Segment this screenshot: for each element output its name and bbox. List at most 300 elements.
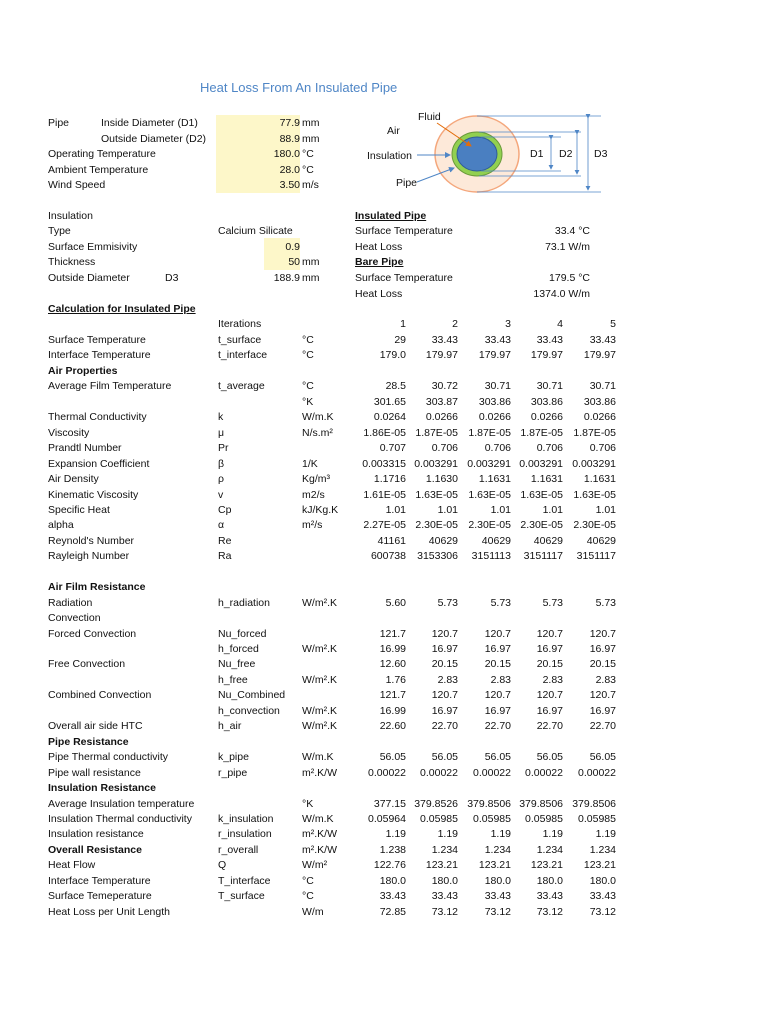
calc-cell: 120.7 bbox=[431, 627, 458, 640]
outside-diameter-label: Outside Diameter bbox=[48, 272, 130, 284]
calc-cell: 0.0266 bbox=[478, 411, 511, 424]
calc-row-symbol: t_average bbox=[218, 380, 265, 393]
calc-row-symbol: Re bbox=[218, 534, 232, 547]
calc-cell: 20.15 bbox=[536, 658, 563, 671]
calc-cell: 29 bbox=[394, 334, 406, 346]
calc-cell: 73.12 bbox=[484, 905, 511, 918]
calc-cell: 0.05964 bbox=[368, 812, 406, 825]
calc-row-label: Thermal Conductivity bbox=[48, 411, 147, 424]
calc-heading: Calculation for Insulated Pipe bbox=[48, 303, 196, 315]
calc-row-symbol: Pr bbox=[218, 442, 229, 455]
result-value: 179.5 °C bbox=[549, 272, 590, 284]
calc-cell: 0.05985 bbox=[473, 812, 511, 825]
calc-cell: 0.0264 bbox=[373, 411, 406, 424]
calc-cell: 0.05985 bbox=[578, 812, 616, 825]
calc-cell: 20.15 bbox=[431, 658, 458, 671]
calc-cell: 120.7 bbox=[589, 627, 616, 640]
calc-cell: 3151113 bbox=[471, 550, 511, 563]
calc-cell: 301.65 bbox=[373, 395, 406, 408]
calc-row-unit: W/m².K bbox=[302, 720, 337, 733]
calc-row-symbol: α bbox=[218, 519, 225, 532]
calc-cell: 179.97 bbox=[425, 349, 458, 362]
calc-cell: 0.706 bbox=[589, 442, 616, 455]
input-label: Ambient Temperature bbox=[48, 163, 149, 176]
calc-row-symbol: ρ bbox=[218, 473, 224, 486]
calc-cell: 1.76 bbox=[385, 673, 406, 686]
outside-diameter-unit: mm bbox=[302, 272, 320, 284]
result-value: 73.1 W/m bbox=[545, 240, 590, 253]
calc-cell: 22.70 bbox=[589, 720, 616, 733]
calc-cell: 1.1630 bbox=[425, 473, 458, 486]
calc-row-label: Interface Temperature bbox=[48, 874, 151, 887]
calc-cell: 1.01 bbox=[490, 503, 511, 516]
calc-cell: 379.8526 bbox=[414, 797, 458, 810]
outside-diameter-value: 188.9 bbox=[273, 272, 300, 284]
calc-cell: 1.61E-05 bbox=[363, 488, 406, 501]
calc-row-unit: W/m.K bbox=[302, 812, 334, 825]
calc-cell: 121.7 bbox=[379, 689, 406, 702]
page-title: Heat Loss From An Insulated Pipe bbox=[200, 80, 398, 95]
result-value: 33.4 °C bbox=[554, 225, 590, 237]
calc-cell: 120.7 bbox=[536, 689, 563, 702]
calc-row-symbol: h_free bbox=[218, 673, 248, 686]
thickness-unit: mm bbox=[302, 256, 320, 268]
calc-cell: 2.83 bbox=[542, 673, 563, 686]
calc-row-unit: W/m².K bbox=[302, 643, 337, 655]
calc-cell: 379.8506 bbox=[572, 797, 616, 810]
calc-cell: 0.00022 bbox=[578, 766, 616, 779]
input-unit: m/s bbox=[302, 179, 319, 191]
calc-row-unit: °C bbox=[302, 349, 314, 362]
calc-cell: 1.63E-05 bbox=[415, 488, 458, 501]
calc-row-label: Insulation resistance bbox=[48, 828, 144, 841]
result-label: Heat Loss bbox=[355, 287, 403, 300]
input-label: Wind Speed bbox=[48, 179, 106, 191]
calc-row-symbol: r_overall bbox=[218, 843, 259, 856]
input-unit: mm bbox=[302, 132, 320, 145]
calc-cell: 120.7 bbox=[589, 689, 616, 702]
calc-cell: 2.30E-05 bbox=[573, 519, 616, 532]
calc-cell: 5.60 bbox=[385, 596, 406, 609]
calc-cell: 120.7 bbox=[431, 689, 458, 702]
calc-row-unit: m².K/W bbox=[302, 766, 337, 779]
calc-cell: 0.003291 bbox=[519, 457, 563, 470]
calc-row-symbol: Nu_forced bbox=[218, 627, 267, 640]
input-value[interactable]: 3.50 bbox=[279, 179, 300, 191]
calc-cell: 40629 bbox=[586, 534, 616, 547]
calc-cell: 3153306 bbox=[417, 550, 458, 563]
calc-cell: 5.73 bbox=[490, 596, 511, 609]
calc-row-label: Combined Convection bbox=[48, 689, 152, 702]
calc-cell: 2.27E-05 bbox=[363, 519, 406, 532]
calc-cell: 1.01 bbox=[385, 503, 406, 516]
calc-cell: 30.72 bbox=[431, 380, 458, 393]
calc-cell: 0.05985 bbox=[420, 812, 458, 825]
calc-row-unit: 1/K bbox=[302, 457, 318, 470]
calc-cell: 16.97 bbox=[431, 704, 458, 717]
calc-row-symbol: Q bbox=[218, 859, 227, 872]
calc-row-label: Air Film Resistance bbox=[48, 581, 146, 594]
calc-cell: 1.1631 bbox=[583, 473, 616, 486]
calc-row-symbol: t_interface bbox=[218, 349, 268, 362]
calc-row-label: Interface Temperature bbox=[48, 349, 151, 362]
calc-cell: 33.43 bbox=[431, 890, 458, 903]
calc-cell: 73.12 bbox=[589, 905, 616, 918]
calc-cell: 20.15 bbox=[484, 658, 511, 671]
calc-row-symbol: Cp bbox=[218, 503, 232, 516]
calc-cell: 0.706 bbox=[536, 442, 563, 455]
calc-row-symbol: Nu_free bbox=[218, 658, 256, 671]
insulated-pipe-heading: Insulated Pipe bbox=[355, 210, 427, 222]
calc-cell: 56.05 bbox=[379, 751, 406, 764]
calc-row-symbol: Nu_Combined bbox=[218, 689, 286, 702]
calc-cell: 2.83 bbox=[490, 673, 511, 686]
calc-row-label: Radiation bbox=[48, 596, 93, 609]
calc-row-symbol: h_forced bbox=[218, 643, 259, 655]
calc-row-label: Insulation Thermal conductivity bbox=[48, 812, 192, 825]
calc-cell: 180.0 bbox=[379, 874, 406, 887]
calc-row-unit: °C bbox=[302, 874, 314, 887]
calc-cell: 1.1631 bbox=[478, 473, 511, 486]
calc-cell: 179.97 bbox=[478, 349, 511, 362]
calc-cell: 33.43 bbox=[379, 890, 406, 903]
calc-cell: 179.97 bbox=[583, 349, 616, 362]
emissivity-value[interactable]: 0.9 bbox=[285, 241, 300, 253]
dimension-d2: D2 bbox=[559, 148, 573, 160]
calc-cell: 0.706 bbox=[484, 442, 511, 455]
insulation-type-value[interactable]: Calcium Silicate bbox=[218, 225, 293, 237]
pipe-label: Pipe bbox=[48, 117, 70, 129]
input-unit: °C bbox=[302, 163, 314, 176]
calc-cell: 120.7 bbox=[484, 689, 511, 702]
calc-cell: 16.97 bbox=[484, 643, 511, 655]
diagram-fluid-label: Fluid bbox=[418, 111, 441, 123]
result-value: 1374.0 W/m bbox=[533, 287, 590, 300]
calc-row-unit: m².K/W bbox=[302, 828, 337, 841]
calc-cell: 41161 bbox=[377, 534, 406, 547]
calc-cell: 56.05 bbox=[589, 751, 616, 764]
calc-row-label: Pipe Resistance bbox=[48, 735, 129, 748]
emissivity-label: Surface Emmisivity bbox=[48, 241, 138, 253]
input-label: Outside Diameter (D2) bbox=[101, 132, 207, 145]
calc-cell: 16.97 bbox=[589, 643, 616, 655]
iteration-number: 3 bbox=[505, 318, 511, 330]
calc-row-unit: W/m bbox=[302, 905, 324, 918]
calc-cell: 1.19 bbox=[385, 828, 406, 841]
calc-cell: 1.1631 bbox=[530, 473, 563, 486]
calc-row-label: Free Convection bbox=[48, 658, 126, 671]
calc-row-symbol: h_convection bbox=[218, 704, 280, 717]
calc-row-symbol: k_insulation bbox=[218, 812, 274, 825]
calc-cell: 12.60 bbox=[379, 658, 406, 671]
calc-cell: 5.73 bbox=[437, 596, 458, 609]
calc-cell: 2.83 bbox=[595, 673, 616, 686]
calc-row-label: Overall air side HTC bbox=[48, 720, 143, 733]
calc-row-symbol: r_insulation bbox=[218, 828, 272, 841]
calc-row-label: Insulation Resistance bbox=[48, 782, 156, 795]
input-label: Inside Diameter (D1) bbox=[101, 117, 198, 129]
calc-cell: 40629 bbox=[481, 534, 511, 547]
calc-cell: 1.1716 bbox=[373, 473, 406, 486]
calc-row-label: Specific Heat bbox=[48, 503, 110, 516]
calc-cell: 0.003291 bbox=[572, 457, 616, 470]
calc-cell: 121.7 bbox=[379, 627, 406, 640]
calc-row-symbol: β bbox=[218, 457, 225, 470]
calc-cell: 22.60 bbox=[379, 720, 406, 733]
calc-row-label: Prandtl Number bbox=[48, 442, 122, 455]
calc-row-unit: W/m².K bbox=[302, 673, 337, 686]
pipe-cross-section-diagram bbox=[355, 106, 625, 202]
calc-row-unit: N/s.m² bbox=[302, 426, 333, 439]
calc-cell: 56.05 bbox=[536, 751, 563, 764]
calc-row-unit: °C bbox=[302, 890, 314, 903]
calc-row-label: Average Film Temperature bbox=[48, 380, 172, 393]
calc-row-symbol: r_pipe bbox=[218, 766, 248, 779]
input-value[interactable]: 28.0 bbox=[279, 163, 300, 176]
calc-cell: 16.97 bbox=[536, 704, 563, 717]
calc-cell: 1.87E-05 bbox=[415, 426, 458, 439]
calc-cell: 33.43 bbox=[536, 334, 563, 346]
calc-cell: 22.70 bbox=[431, 720, 458, 733]
input-unit: °C bbox=[302, 148, 314, 160]
iteration-number: 5 bbox=[610, 318, 616, 330]
calc-cell: 28.5 bbox=[385, 380, 406, 393]
calc-cell: 33.43 bbox=[484, 890, 511, 903]
calc-cell: 22.70 bbox=[484, 720, 511, 733]
result-label: Surface Temperature bbox=[355, 225, 453, 237]
calc-cell: 2.83 bbox=[437, 673, 458, 686]
calc-cell: 16.97 bbox=[589, 704, 616, 717]
iteration-number: 1 bbox=[400, 318, 406, 330]
calc-row-label: Overall Resistance bbox=[48, 843, 142, 856]
calc-cell: 1.19 bbox=[490, 828, 511, 841]
calc-row-label: Surface Temeperature bbox=[48, 890, 152, 903]
calc-cell: 2.30E-05 bbox=[468, 519, 511, 532]
diagram-air-label: Air bbox=[387, 125, 400, 137]
calc-cell: 0.0266 bbox=[425, 411, 458, 424]
calc-cell: 3151117 bbox=[576, 550, 616, 563]
calc-cell: 1.63E-05 bbox=[573, 488, 616, 501]
calc-cell: 16.99 bbox=[379, 704, 406, 717]
calc-cell: 180.0 bbox=[484, 874, 511, 887]
calc-cell: 0.05985 bbox=[525, 812, 563, 825]
calc-cell: 33.43 bbox=[589, 890, 616, 903]
calc-cell: 120.7 bbox=[484, 627, 511, 640]
calc-cell: 2.30E-05 bbox=[520, 519, 563, 532]
calc-cell: 123.21 bbox=[478, 859, 511, 872]
calc-row-label: Reynold's Number bbox=[48, 534, 135, 547]
diagram-pipe-label: Pipe bbox=[396, 177, 418, 189]
calc-cell: 122.76 bbox=[373, 859, 406, 872]
calc-cell: 0.00022 bbox=[473, 766, 511, 779]
calc-cell: 0.00022 bbox=[420, 766, 458, 779]
calc-cell: 5.73 bbox=[595, 596, 616, 609]
calc-cell: 0.0266 bbox=[530, 411, 563, 424]
calc-row-label: alpha bbox=[48, 519, 74, 532]
input-value[interactable]: 88.9 bbox=[279, 132, 300, 145]
outside-diameter-symbol: D3 bbox=[165, 272, 179, 284]
calc-row-label: Kinematic Viscosity bbox=[48, 488, 139, 501]
calc-row-label: Viscosity bbox=[48, 426, 90, 439]
calc-row-unit: W/m².K bbox=[302, 596, 337, 609]
insulation-type-label: Type bbox=[48, 225, 71, 237]
calc-cell: 30.71 bbox=[484, 380, 511, 393]
calc-row-label: Air Properties bbox=[48, 364, 118, 377]
calc-cell: 16.97 bbox=[431, 643, 458, 655]
calc-cell: 33.43 bbox=[536, 890, 563, 903]
calc-row-unit: °K bbox=[302, 395, 314, 408]
calc-row-symbol: T_surface bbox=[218, 890, 265, 903]
calc-cell: 2.30E-05 bbox=[415, 519, 458, 532]
diagram-insulation-label: Insulation bbox=[367, 150, 412, 162]
input-value[interactable]: 180.0 bbox=[273, 148, 300, 160]
calc-cell: 379.8506 bbox=[519, 797, 563, 810]
input-unit: mm bbox=[302, 117, 320, 129]
calc-cell: 1.63E-05 bbox=[520, 488, 563, 501]
calc-cell: 16.97 bbox=[484, 704, 511, 717]
calc-cell: 0.00022 bbox=[525, 766, 563, 779]
calc-row-unit: °K bbox=[302, 797, 314, 810]
calc-cell: 16.97 bbox=[536, 643, 563, 655]
calc-cell: 1.19 bbox=[437, 828, 458, 841]
calc-row-symbol: k bbox=[218, 411, 224, 424]
calc-row-unit: W/m² bbox=[302, 859, 328, 872]
calc-row-unit: m²/s bbox=[302, 519, 323, 532]
bare-pipe-heading: Bare Pipe bbox=[355, 256, 404, 268]
result-label: Surface Temperature bbox=[355, 272, 453, 284]
calc-cell: 123.21 bbox=[583, 859, 616, 872]
calc-cell: 1.238 bbox=[379, 843, 406, 856]
calc-row-label: Pipe Thermal conductivity bbox=[48, 751, 169, 764]
calc-cell: 20.15 bbox=[589, 658, 616, 671]
calc-row-label: Forced Convection bbox=[48, 627, 137, 640]
calc-cell: 180.0 bbox=[536, 874, 563, 887]
calc-cell: 303.86 bbox=[583, 395, 616, 408]
calc-row-unit: W/m.K bbox=[302, 751, 334, 764]
calc-cell: 72.85 bbox=[379, 905, 406, 918]
calc-row-label: Air Density bbox=[48, 473, 99, 486]
calc-cell: 30.71 bbox=[536, 380, 563, 393]
dimension-d1: D1 bbox=[530, 148, 544, 160]
calc-cell: 303.86 bbox=[530, 395, 563, 408]
calc-row-unit: °C bbox=[302, 380, 314, 393]
calc-cell: 120.7 bbox=[536, 627, 563, 640]
calc-cell: 180.0 bbox=[589, 874, 616, 887]
calc-row-label: Pipe wall resistance bbox=[48, 766, 141, 779]
insulation-heading: Insulation bbox=[48, 210, 93, 222]
result-label: Heat Loss bbox=[355, 240, 403, 253]
calc-row-symbol: v bbox=[218, 488, 224, 501]
calc-cell: 600738 bbox=[370, 550, 406, 563]
calc-cell: 179.97 bbox=[530, 349, 563, 362]
calc-row-label: Heat Loss per Unit Length bbox=[48, 905, 170, 918]
iteration-number: 2 bbox=[452, 318, 458, 330]
calc-cell: 0.003291 bbox=[414, 457, 458, 470]
calc-cell: 33.43 bbox=[589, 334, 616, 346]
calc-cell: 33.43 bbox=[484, 334, 511, 346]
calc-cell: 0.003291 bbox=[467, 457, 511, 470]
calc-row-label: Surface Temperature bbox=[48, 334, 146, 346]
calc-cell: 0.00022 bbox=[368, 766, 406, 779]
calc-cell: 1.63E-05 bbox=[468, 488, 511, 501]
calc-row-unit: m2/s bbox=[302, 488, 325, 501]
calc-cell: 1.87E-05 bbox=[520, 426, 563, 439]
dimension-d3: D3 bbox=[594, 148, 608, 160]
calc-row-label: Rayleigh Number bbox=[48, 550, 130, 563]
calc-cell: 379.8506 bbox=[467, 797, 511, 810]
calc-cell: 303.86 bbox=[478, 395, 511, 408]
fluid-core bbox=[457, 137, 497, 171]
calc-cell: 1.19 bbox=[542, 828, 563, 841]
calc-cell: 0.707 bbox=[379, 442, 406, 455]
calc-row-symbol: h_air bbox=[218, 720, 242, 733]
calc-row-label: Average Insulation temperature bbox=[48, 797, 195, 810]
calc-cell: 1.234 bbox=[484, 843, 511, 856]
calc-cell: 0.003315 bbox=[362, 457, 406, 470]
calc-row-symbol: t_surface bbox=[218, 334, 262, 346]
calc-cell: 30.71 bbox=[589, 380, 616, 393]
calc-cell: 180.0 bbox=[431, 874, 458, 887]
calc-row-unit: Kg/m³ bbox=[302, 473, 331, 486]
calc-cell: 56.05 bbox=[431, 751, 458, 764]
calc-cell: 179.0 bbox=[379, 349, 406, 362]
calc-cell: 1.234 bbox=[589, 843, 616, 856]
calc-row-symbol: Ra bbox=[218, 550, 232, 563]
calc-cell: 0.706 bbox=[431, 442, 458, 455]
thickness-label: Thickness bbox=[48, 256, 96, 268]
calc-cell: 40629 bbox=[533, 534, 563, 547]
calc-row-unit: W/m.K bbox=[302, 411, 334, 424]
thickness-value[interactable]: 50 bbox=[288, 256, 300, 268]
calc-cell: 123.21 bbox=[530, 859, 563, 872]
calc-cell: 1.86E-05 bbox=[363, 426, 406, 439]
calc-cell: 73.12 bbox=[536, 905, 563, 918]
calc-cell: 22.70 bbox=[536, 720, 563, 733]
calc-cell: 1.01 bbox=[542, 503, 563, 516]
calc-row-label: Convection bbox=[48, 612, 101, 625]
calc-row-unit: kJ/Kg.K bbox=[302, 503, 339, 516]
calc-cell: 40629 bbox=[428, 534, 458, 547]
iteration-number: 4 bbox=[557, 318, 563, 330]
calc-cell: 1.19 bbox=[595, 828, 616, 841]
input-value[interactable]: 77.9 bbox=[279, 117, 300, 129]
calc-cell: 1.234 bbox=[431, 843, 458, 856]
calc-cell: 16.99 bbox=[379, 643, 406, 655]
calc-cell: 1.01 bbox=[437, 503, 458, 516]
calc-cell: 1.01 bbox=[595, 503, 616, 516]
calc-cell: 5.73 bbox=[542, 596, 563, 609]
calc-cell: 377.15 bbox=[373, 797, 406, 810]
calc-row-symbol: T_interface bbox=[218, 874, 271, 887]
calc-cell: 123.21 bbox=[425, 859, 458, 872]
calc-cell: 303.87 bbox=[425, 395, 458, 408]
input-label: Operating Temperature bbox=[48, 148, 156, 160]
calc-row-unit: W/m².K bbox=[302, 704, 337, 717]
calc-cell: 3151117 bbox=[523, 550, 563, 563]
calc-row-symbol: μ bbox=[218, 426, 225, 439]
calc-cell: 1.234 bbox=[536, 843, 563, 856]
calc-row-symbol: h_radiation bbox=[218, 596, 270, 609]
calc-row-label: Expansion Coefficient bbox=[48, 457, 150, 470]
iterations-label: Iterations bbox=[218, 318, 262, 330]
calc-row-label: Heat Flow bbox=[48, 859, 96, 872]
calc-cell: 0.0266 bbox=[583, 411, 616, 424]
calc-row-unit: m².K/W bbox=[302, 843, 337, 856]
calc-row-symbol: k_pipe bbox=[218, 751, 249, 764]
calc-cell: 1.87E-05 bbox=[573, 426, 616, 439]
calc-cell: 73.12 bbox=[431, 905, 458, 918]
calc-cell: 33.43 bbox=[431, 334, 458, 346]
